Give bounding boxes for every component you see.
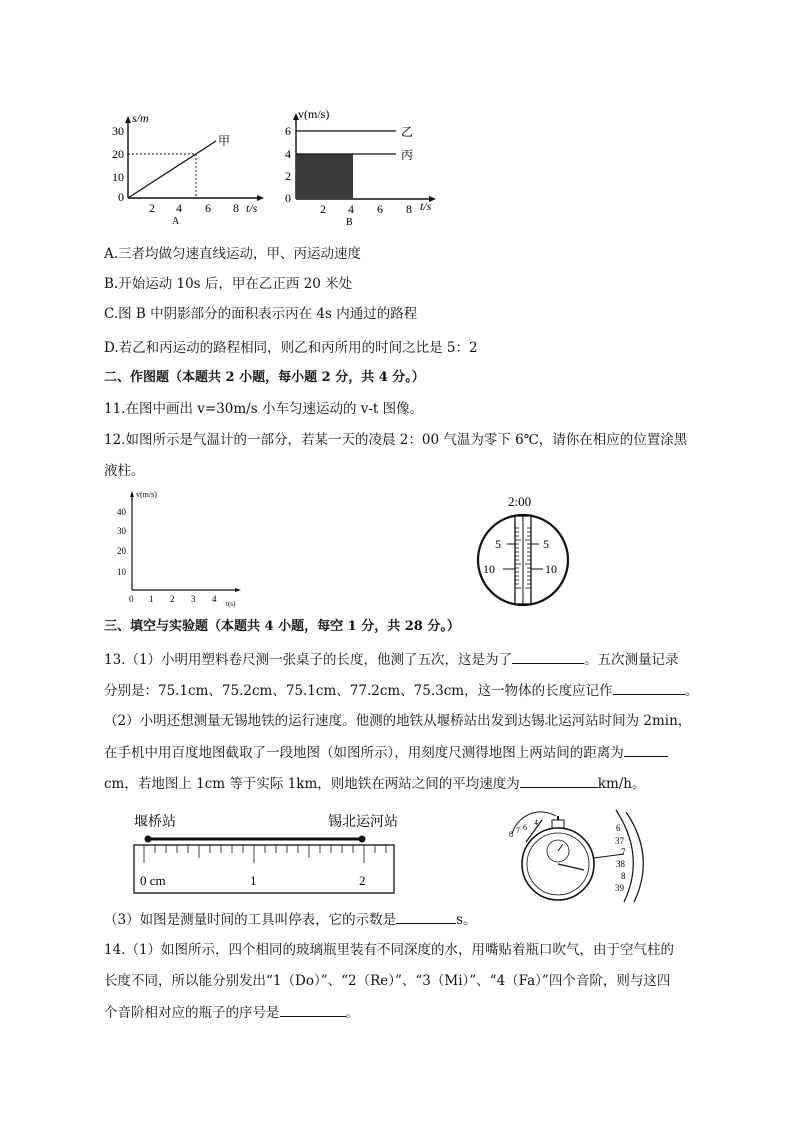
graph-a [108,108,278,228]
question-13-2-text-d: km/h。 [597,776,646,792]
stopwatch-small-dial-label: 8 [509,830,513,839]
vt-graph-x-tick: 0 [129,594,134,604]
question-13-2-line-1: （2）小明还想测量无锡地铁的运行速度。他测的地铁从堰桥站出发到达锡北运河站时间为 2min， [104,713,692,729]
vt-graph-x-tick: 4 [212,594,217,604]
graph-a-x-label: t/s [246,201,258,215]
graph-a-series-line [128,141,216,198]
ruler-station-right: 锡北运河站 [328,815,398,830]
stopwatch-big-dial-label: 37 [615,836,624,846]
ruler-label: 1 [250,873,257,888]
question-13-1-line-1 [104,649,679,670]
ruler-label: 2 [359,873,366,888]
answer-blank-13-2-distance[interactable] [624,742,668,757]
question-14-text-c: 个音阶相对应的瓶子的序号是 [104,1005,280,1021]
question-13-2-text-b: 在手机中用百度地图截取了一段地图（如图所示），用刻度尺测得地图上两站间的距离为 [104,745,624,761]
question-11: 11.在图中画出 v=30m/s 小车匀速运动的 v-t 图像。 [104,401,424,417]
question-13-2-text-c: cm，若地图上 1cm 等于实际 1km，则地铁在两站之间的平均速度为 [104,776,520,792]
vt-graph-y-tick: 30 [117,526,126,536]
vt-graph-y-tick: 40 [117,507,126,517]
graph-a-y-tick: 30 [112,124,124,138]
graph-a-caption: A [172,216,180,227]
graph-a-y-tick: 10 [112,170,124,184]
stopwatch-crown [552,820,564,828]
vt-graph-x-tick: 3 [191,594,196,604]
ruler-map-figure [130,808,400,898]
graph-b-x-tick: 8 [406,202,412,216]
graph-b-y-label: v(m/s) [298,107,330,121]
answer-blank-13-1-purpose[interactable] [512,649,584,664]
section-3-heading: 三、填空与实验题（本题共 4 小题，每空 1 分，共 28 分。） [104,619,460,634]
question-14-text-d: 。 [345,1005,359,1021]
graph-a-y-tick: 0 [118,190,124,204]
question-12-line-2: 液柱。 [104,463,145,479]
ruler-label: 0 cm [140,873,166,888]
question-13-1-text-a: 13.（1）小明用塑料卷尺测一张桌子的长度，他测了五次，这是为了 [104,652,513,668]
answer-blank-13-3-time[interactable] [396,909,456,924]
graph-a-x-tick: 4 [176,201,182,215]
question-13-1-text-c: 分别是：75.1cm、75.2cm、75.1cm、77.2cm、75.3cm，这一物体的长度应记作 [104,683,613,699]
thermometer-time: 2:00 [508,494,532,509]
ruler-body [134,845,394,893]
stopwatch-small-dial-label: 6 [523,823,527,832]
graph-b-x-tick: 2 [320,202,326,216]
vt-graph-y-tick: 10 [117,567,126,577]
question-13-2-line-3 [104,773,646,794]
option-a: A.三者均做匀速直线运动，甲、丙运动速度 [104,246,362,262]
vt-graph-y-label: v(m/s) [136,490,157,499]
question-13-3-text-b: s。 [456,912,477,928]
option-c: C.图 B 中阴影部分的面积表示丙在 4s 内通过的路程 [104,306,418,322]
question-14-line-1: 14.（1）如图所示，四个相同的玻璃瓶里装有不同深度的水，用嘴贴着瓶口吹气，由于空气柱的 [104,942,675,958]
stopwatch-big-dial-label: 38 [616,859,625,869]
graph-b-y-tick: 4 [285,147,291,161]
question-13-1-line-2 [104,680,698,701]
stopwatch-big-dial-label: 6 [616,823,621,833]
graph-b-x-tick: 6 [377,202,383,216]
graph-b-caption: B [346,217,353,228]
question-13-3-text-a: （3）如图是测量时间的工具叫停表，它的示数是 [104,912,397,928]
thermometer-right-tick: 10 [545,562,557,576]
stopwatch-small-dial-label: 7 [516,826,520,835]
answer-blank-13-1-length[interactable] [613,680,685,695]
ruler-station-left: 堰桥站 [134,815,176,830]
section-2-heading: 二、作图题（本题共 2 小题，每小题 2 分，共 4 分。） [104,370,425,385]
vt-graph-x-tick: 2 [170,594,175,604]
question-13-1-text-b: 。五次测量记录 [584,652,679,668]
thermometer-left-tick: 10 [483,562,495,576]
vt-graph-x-label: t(s) [226,600,236,608]
graph-b-shaded-area [296,154,353,199]
graph-a-x-tick: 2 [149,201,155,215]
graph-b-y-tick: 6 [285,124,291,138]
thermometer-right-tick: 5 [543,537,549,551]
graph-a-x-tick: 8 [233,201,239,215]
option-b: B.开始运动 10s 后，甲在乙正西 20 米处 [104,276,353,292]
graph-b-series-label: 乙 [401,125,414,139]
question-12-line-1: 12.如图所示是气温计的一部分，若某一天的凌晨 2：00 气温为零下 6℃，请你在相应的位置涂黑 [104,432,688,448]
thermometer-left-tick: 5 [495,537,501,551]
stopwatch-big-dial-label: 7 [621,847,626,857]
graph-b-series-label: 丙 [401,148,414,162]
graph-b-x-label: t/s [420,199,432,213]
graph-b [282,106,452,228]
vt-graph-y-tick: 20 [117,546,126,556]
graph-b-y-tick: 2 [285,169,291,183]
graph-b-y-tick: 0 [285,191,291,205]
question-14-line-3 [104,1002,359,1023]
stopwatch-big-dial-label: 8 [621,871,626,881]
vt-graph-x-tick: 1 [149,594,154,604]
question-13-2-line-2 [104,742,668,763]
graph-a-y-label: s/m [132,111,149,125]
stopwatch-figure [504,806,652,906]
question-13-1-text-d: 。 [684,683,699,699]
answer-blank-13-2-speed[interactable] [520,773,598,788]
thermometer [470,492,580,612]
graph-b-x-tick: 4 [348,202,354,216]
option-d: D.若乙和丙运动的路程相同，则乙和丙所用的时间之比是 5：2 [104,340,478,356]
stopwatch-small-dial-label: 4 [534,818,538,827]
graph-a-y-tick: 20 [112,147,124,161]
question-14-line-2: 长度不同，所以能分别发出“1（Do）”、“2（Re）”、“3（Mi）”、“4（Fa）”四个音阶，则与这四 [104,973,671,989]
question-13-3 [104,909,477,930]
answer-blank-14-order[interactable] [280,1002,346,1017]
graph-a-x-tick: 6 [205,201,211,215]
vt-graph [112,486,252,610]
stopwatch-big-dial-label: 39 [615,883,624,893]
graph-a-series-label: 甲 [218,134,231,148]
